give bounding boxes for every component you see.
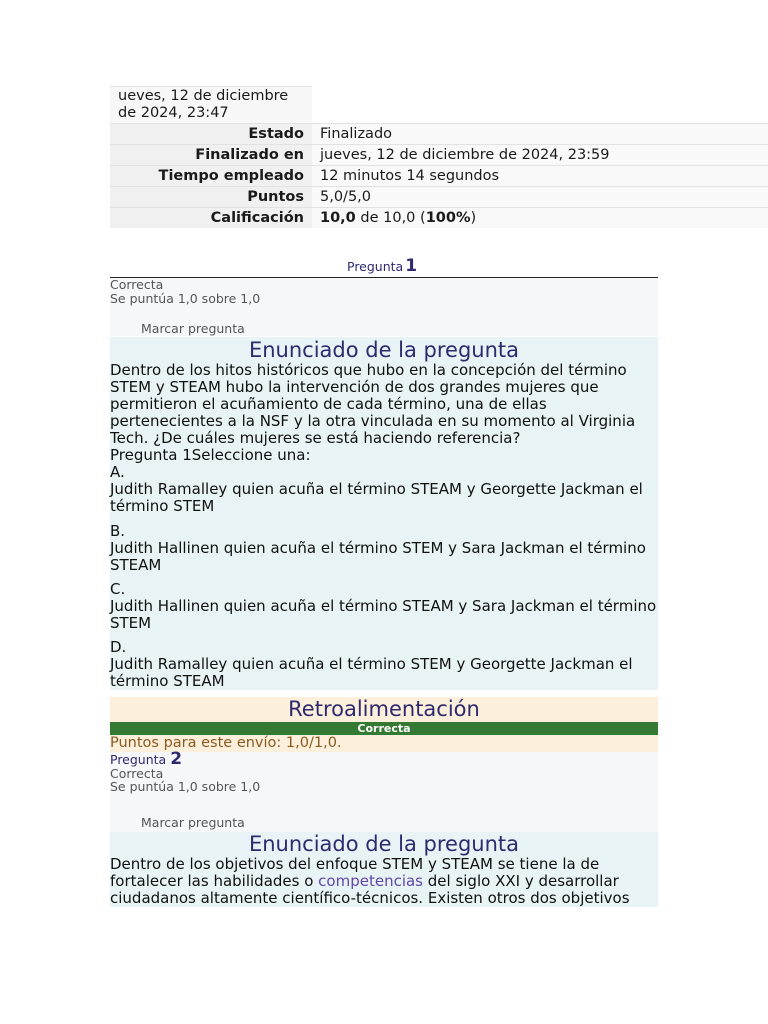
option-text: Judith Hallinen quien acuña el término STEM y Sara Jackman el término STEAM — [110, 539, 646, 574]
summary-row-estado — [110, 124, 768, 145]
question-1-number: Pregunta 1 — [347, 256, 418, 276]
question-state: Correcta — [110, 277, 164, 292]
question-grade: Se puntúa 1,0 sobre 1,0 — [110, 290, 261, 306]
question-heading: Enunciado de la pregunta — [248, 338, 520, 362]
summary-row-tiempo — [110, 166, 768, 187]
correct-badge: Correcta — [110, 722, 658, 735]
summary-value: jueves, 12 de diciembre de 2024, 23:59 — [312, 145, 768, 166]
answer-option-d[interactable] — [110, 639, 658, 690]
option-letter: B. — [110, 522, 126, 540]
summary-label: Finalizado en — [110, 145, 312, 166]
summary-row-finalizado — [110, 145, 768, 166]
summary-value: Finalizado — [312, 124, 768, 145]
question-2-number: Pregunta 2 — [110, 749, 183, 769]
answer-option-c[interactable] — [110, 581, 658, 632]
quiz-summary-table — [110, 86, 768, 228]
option-text: Judith Ramalley quien acuña el término STEAM y Georgette Jackman el término STEM — [110, 480, 643, 515]
answer-option-a[interactable] — [110, 464, 658, 515]
answer-prompt: Pregunta 1Seleccione una: — [110, 446, 311, 464]
summary-value: 12 minutos 14 segundos — [312, 166, 768, 187]
question-2-formulation — [110, 832, 658, 907]
summary-value: 10,0 de 10,0 (100%) — [312, 208, 768, 229]
started-value: ueves, 12 de diciembre de 2024, 23:47 — [110, 87, 312, 124]
option-text: Judith Hallinen quien acuña el término STEAM y Sara Jackman el término STEM — [110, 597, 657, 632]
summary-value: 5,0/5,0 — [312, 187, 768, 208]
option-letter: D. — [110, 638, 127, 656]
summary-label: Tiempo empleado — [110, 166, 312, 187]
question-2-info — [110, 749, 658, 832]
question-heading: Enunciado de la pregunta — [248, 832, 520, 856]
summary-row-started — [110, 87, 768, 124]
summary-row-calificacion — [110, 208, 768, 229]
answer-option-b[interactable] — [110, 523, 658, 574]
summary-label: Estado — [110, 124, 312, 145]
option-text: Judith Ramalley quien acuña el término STEM y Georgette Jackman el término STEAM — [110, 655, 633, 690]
summary-label: Calificación — [110, 208, 312, 229]
question-1-formulation — [110, 337, 658, 690]
question-text: Dentro de los hitos históricos que hubo en la concepción del término STEM y STEAM hubo la intervención de dos grandes mujeres que permitieron el acuñamiento de cada término, una de ellas pertenecientes a la NSF y la otra vinculada en su momento al Virginia Tech. ¿De cuáles mujeres se está haciendo referencia? — [110, 361, 636, 447]
question-state: Correcta — [110, 765, 164, 781]
points-text: Puntos para este envío: 1,0/1,0. — [110, 735, 658, 752]
question-text: Dentro de los objetivos del enfoque STEM y STEAM se tiene la de fortalecer las habilidades o competencias del siglo XXI y desarrollar ciudadanos altamente científico-técnicos. Existen otros dos objetivos — [110, 855, 630, 907]
question-grade: Se puntúa 1,0 sobre 1,0 — [110, 779, 261, 794]
question-1-info — [110, 278, 658, 336]
summary-row-puntos — [110, 187, 768, 208]
option-letter: A. — [110, 463, 125, 481]
summary-label: Puntos — [110, 187, 312, 208]
flag-question-link[interactable]: Marcar pregunta — [141, 321, 245, 336]
flag-question-link[interactable]: Marcar pregunta — [141, 815, 245, 830]
option-letter: C. — [110, 580, 126, 598]
competencias-link[interactable]: competencias — [318, 872, 423, 890]
feedback-heading: Retroalimentación — [288, 697, 480, 721]
feedback-box — [110, 697, 658, 722]
